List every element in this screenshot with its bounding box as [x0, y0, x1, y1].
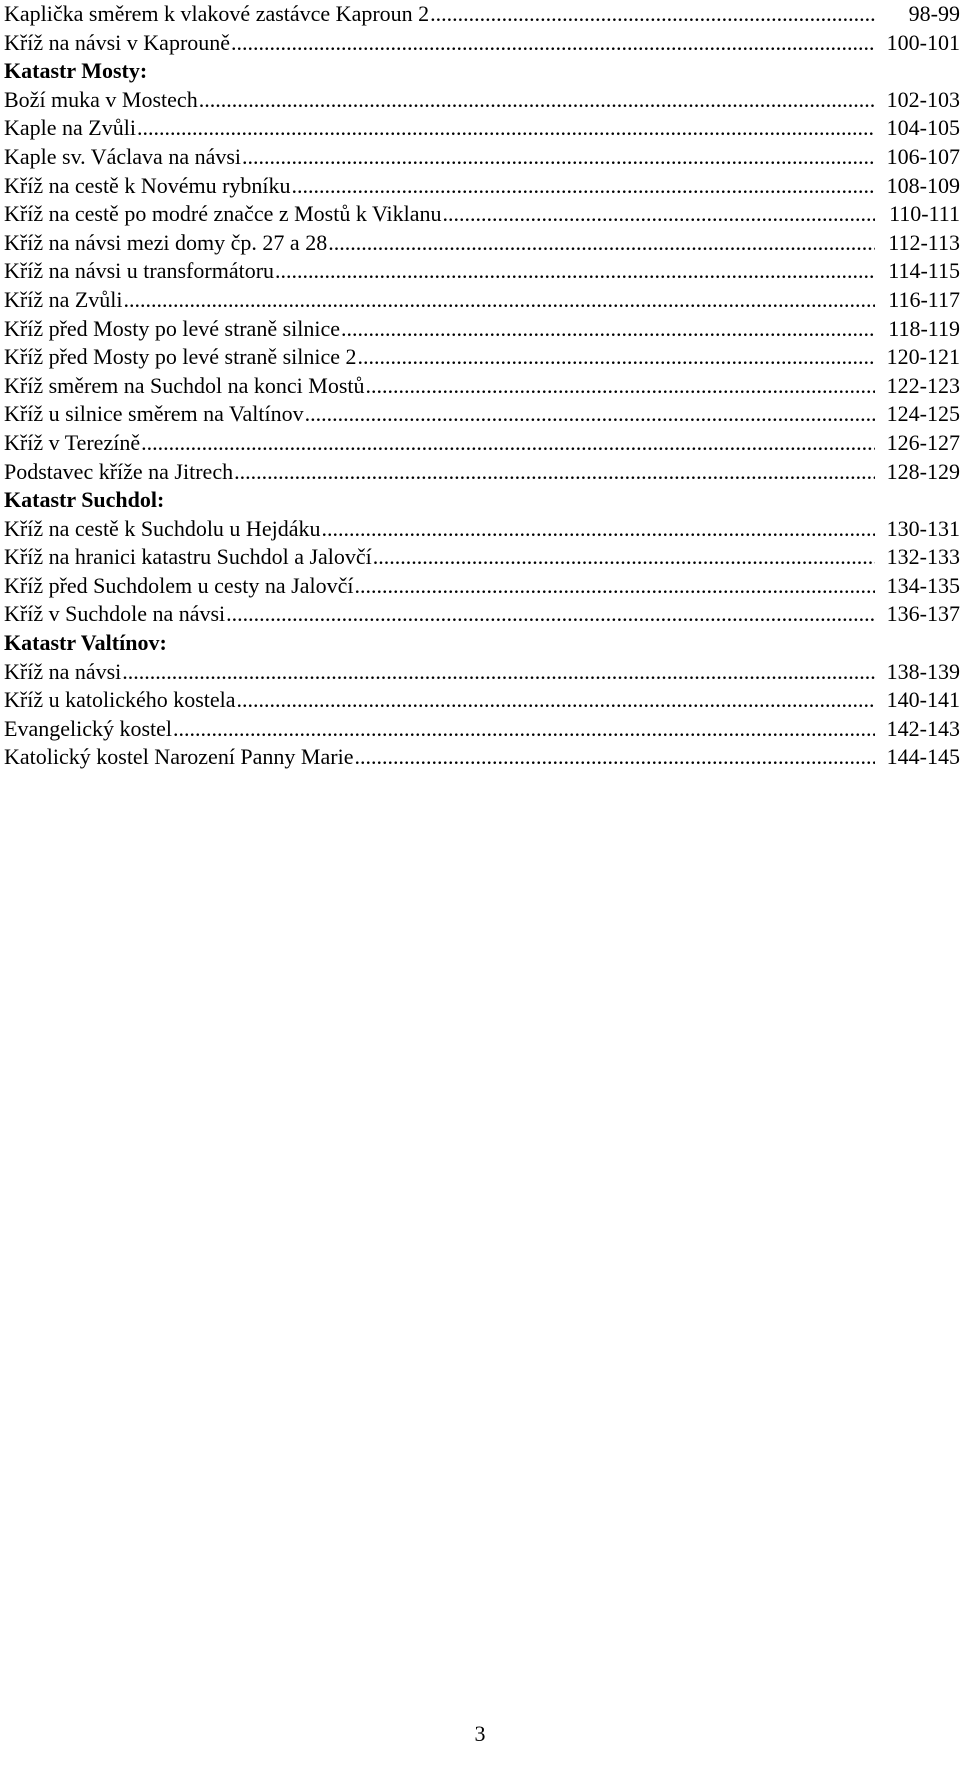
- toc-entry: [4, 257, 960, 286]
- toc-entry: [4, 143, 960, 172]
- toc-dot-leader: [430, 0, 875, 29]
- toc-entry-title: Kříž u silnice směrem na Valtínov: [4, 401, 304, 427]
- toc-entry-pages: 122-123: [886, 372, 960, 398]
- toc-entry: [4, 429, 960, 458]
- toc-entry-title: Kříž na cestě k Suchdolu u Hejdáku: [4, 515, 321, 541]
- toc-entry-pages: 114-115: [888, 258, 960, 284]
- toc-entry: [4, 400, 960, 429]
- toc-dot-leader: [137, 114, 875, 143]
- toc-dot-leader: [173, 715, 875, 744]
- toc-entry-pages: 132-133: [886, 544, 960, 570]
- toc-entry-title: Kříž v Terezíně: [4, 429, 141, 455]
- toc-entry: [4, 343, 960, 372]
- toc-dot-leader: [354, 743, 875, 772]
- toc-entry: [4, 29, 960, 58]
- toc-dot-leader: [328, 229, 875, 258]
- toc-entry: [4, 0, 960, 29]
- toc-entry: [4, 286, 960, 315]
- toc-entry: [4, 86, 960, 115]
- toc-entry-pages: 102-103: [886, 86, 960, 112]
- toc-entry-title: Kříž před Mosty po levé straně silnice 2: [4, 344, 357, 370]
- toc-dot-leader: [373, 543, 875, 572]
- toc-entry-title: Kaple na Zvůli: [4, 115, 136, 141]
- toc-entry-pages: 100-101: [886, 29, 960, 55]
- toc-entry: [4, 114, 960, 143]
- toc-entry-pages: 128-129: [886, 458, 960, 484]
- toc-entry-pages: 134-135: [886, 572, 960, 598]
- toc-entry-pages: 112-113: [888, 229, 960, 255]
- toc-dot-leader: [226, 600, 875, 629]
- toc-entry: [4, 543, 960, 572]
- toc-entry: [4, 200, 960, 229]
- toc-entry: [4, 372, 960, 401]
- toc-entry-title: Kaple sv. Václava na návsi: [4, 143, 242, 169]
- toc-entry-title: Podstavec kříže na Jitrech: [4, 458, 234, 484]
- toc-entry-title: Kříž směrem na Suchdol na konci Mostů: [4, 372, 365, 398]
- toc-entry-pages: 140-141: [886, 687, 960, 713]
- toc-entry-pages: 138-139: [886, 658, 960, 684]
- toc-entry: [4, 172, 960, 201]
- toc-dot-leader: [234, 458, 875, 487]
- toc-dot-leader: [199, 86, 875, 115]
- toc-entry: [4, 458, 960, 487]
- toc-dot-leader: [231, 29, 875, 58]
- toc-entry: [4, 743, 960, 772]
- toc-entry-title: Katolický kostel Narození Panny Marie: [4, 744, 354, 770]
- toc-dot-leader: [305, 400, 875, 429]
- toc-dot-leader: [141, 429, 875, 458]
- toc-entry-pages: 142-143: [886, 715, 960, 741]
- toc-entry: [4, 572, 960, 601]
- toc-entry: [4, 715, 960, 744]
- toc-dot-leader: [358, 343, 875, 372]
- toc-entry-title: Kříž na cestě po modré značce z Mostů k Viklanu: [4, 201, 442, 227]
- toc-dot-leader: [354, 572, 875, 601]
- toc-entry-title: Boží muka v Mostech: [4, 86, 198, 112]
- toc-entry-pages: 106-107: [886, 143, 960, 169]
- toc-entry-pages: 130-131: [886, 515, 960, 541]
- toc-entry: [4, 229, 960, 258]
- toc-dot-leader: [242, 143, 875, 172]
- toc-entry-pages: 126-127: [886, 429, 960, 455]
- toc-dot-leader: [443, 200, 875, 229]
- toc-entry-title: Kříž na hranici katastru Suchdol a Jalovčí: [4, 544, 372, 570]
- toc-entry-pages: 116-117: [888, 286, 960, 312]
- toc-dot-leader: [122, 658, 875, 687]
- toc-entry-title: Kříž před Mosty po levé straně silnice: [4, 315, 341, 341]
- toc-dot-leader: [124, 286, 875, 315]
- toc-dot-leader: [341, 315, 875, 344]
- toc-entry: [4, 658, 960, 687]
- toc-section-heading: Katastr Mosty:: [4, 58, 148, 84]
- toc-entry-title: Kříž na Zvůli: [4, 286, 123, 312]
- toc-entry-pages: 110-111: [889, 201, 960, 227]
- page-number: 3: [474, 1721, 486, 1746]
- toc-dot-leader: [292, 172, 875, 201]
- toc-section-heading: Katastr Valtínov:: [4, 630, 167, 656]
- toc-entry-title: Kříž na návsi v Kaprouně: [4, 29, 231, 55]
- toc-dot-leader: [275, 257, 875, 286]
- toc-entry-title: Kříž na návsi u transformátoru: [4, 258, 275, 284]
- toc-dot-leader: [237, 686, 875, 715]
- toc-entry-title: Kříž na cestě k Novému rybníku: [4, 172, 291, 198]
- toc-entry-title: Kříž na návsi: [4, 658, 122, 684]
- toc-entry-pages: 98-99: [908, 1, 960, 26]
- toc-entry-pages: 104-105: [886, 115, 960, 141]
- toc-entry-title: Kříž u katolického kostela: [4, 687, 236, 713]
- toc-entry: [4, 600, 960, 629]
- toc-entry-pages: 136-137: [886, 601, 960, 627]
- toc-entry-pages: 120-121: [886, 344, 960, 370]
- toc-entry-title: Kříž v Suchdole na návsi: [4, 601, 226, 627]
- toc-entry: [4, 315, 960, 344]
- table-of-contents: [4, 0, 960, 772]
- toc-entry-title: Evangelický kostel: [4, 715, 173, 741]
- toc-entry-title: Kaplička směrem k vlakové zastávce Kaproun 2: [4, 1, 430, 26]
- toc-dot-leader: [366, 372, 876, 401]
- toc-entry-pages: 144-145: [886, 744, 960, 770]
- toc-entry-title: Kříž před Suchdolem u cesty na Jalovčí: [4, 572, 354, 598]
- toc-entry-pages: 124-125: [886, 401, 960, 427]
- toc-entry-title: Kříž na návsi mezi domy čp. 27 a 28: [4, 229, 328, 255]
- toc-entry: [4, 686, 960, 715]
- toc-entry: [4, 515, 960, 544]
- toc-entry-pages: 108-109: [886, 172, 960, 198]
- toc-section-heading: Katastr Suchdol:: [4, 487, 165, 513]
- toc-entry-pages: 118-119: [888, 315, 960, 341]
- toc-dot-leader: [321, 515, 875, 544]
